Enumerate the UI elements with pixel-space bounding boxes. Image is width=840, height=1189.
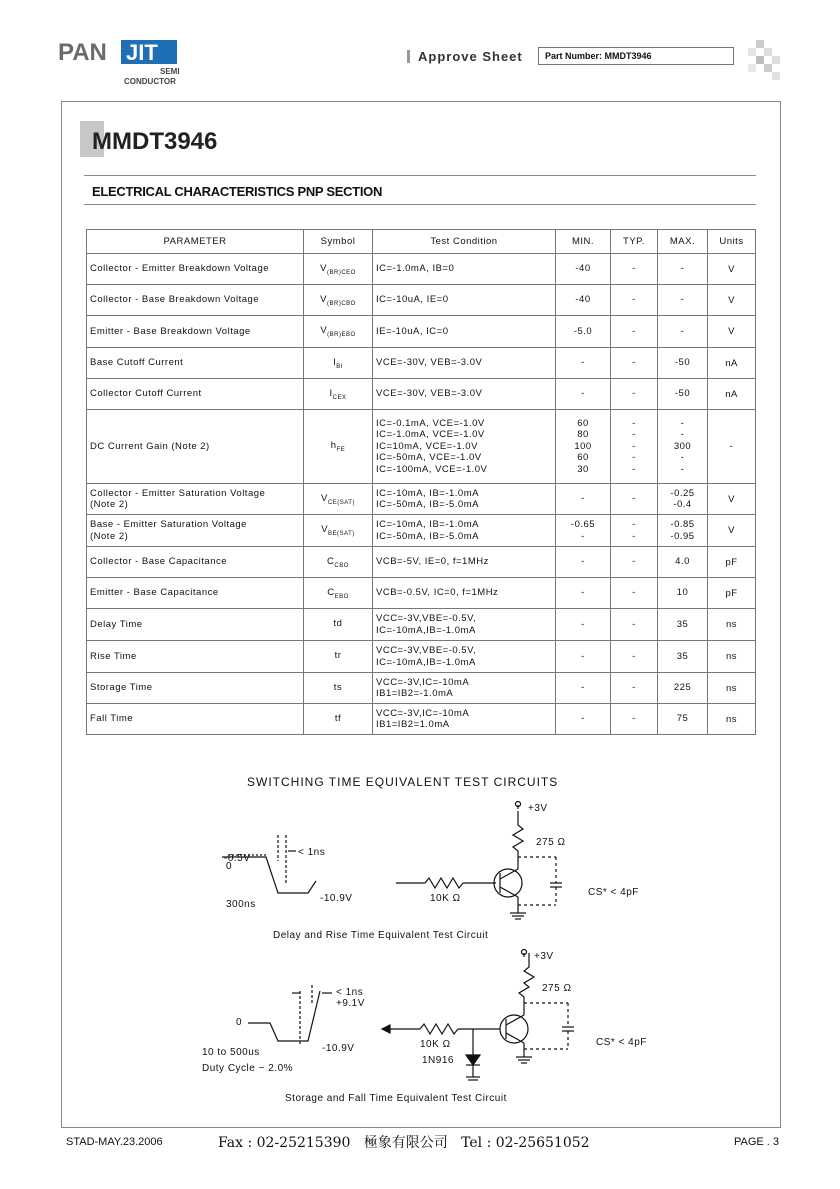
col-header: Test Condition <box>373 230 556 254</box>
max-cell: -0.25 -0.4 <box>658 484 708 515</box>
col-header: TYP. <box>611 230 658 254</box>
c2-cs: CS* < 4pF <box>596 1037 647 1048</box>
symbol-subscript: CEX <box>332 394 347 401</box>
symbol-subscript: FE <box>336 446 346 453</box>
test-circuits-diagram <box>200 795 660 1115</box>
symbol-subscript: BI <box>336 363 343 370</box>
part-number-box: Part Number: MMDT3946 <box>538 47 734 65</box>
table-row <box>87 379 756 410</box>
pulse-waveform-2 <box>248 991 320 1041</box>
transistor-1 <box>494 869 522 897</box>
c1-rb: 10K Ω <box>430 893 461 904</box>
table-row <box>87 484 756 515</box>
approve-marker <box>407 50 410 63</box>
units-cell: V <box>708 285 756 316</box>
units-cell: V <box>708 484 756 515</box>
condition-cell: VCC=-3V,VBE=-0.5V, IC=-10mA,IB=-1.0mA <box>373 641 556 673</box>
min-cell: - <box>556 348 611 379</box>
param-cell: Collector - Base Breakdown Voltage <box>87 285 304 316</box>
units-cell: nA <box>708 348 756 379</box>
footer-contact: Fax : 02-25215390 極象有限公司 Tel : 02-25651052 <box>218 1135 590 1151</box>
col-header: Units <box>708 230 756 254</box>
page-title: MMDT3946 <box>92 128 218 155</box>
condition-cell: IE=-10uA, IC=0 <box>373 316 556 348</box>
logo-conductor: CONDUCTOR <box>124 77 176 86</box>
symbol-main: V <box>320 262 327 274</box>
min-cell: -0.65 - <box>556 515 611 547</box>
table-row <box>87 285 756 316</box>
table-row <box>87 547 756 578</box>
symbol-cell <box>304 410 373 484</box>
symbol-main: V <box>321 524 329 536</box>
max-cell: 225 <box>658 673 708 704</box>
min-cell: - <box>556 379 611 410</box>
symbol-main: V <box>321 492 328 504</box>
max-cell: 10 <box>658 578 708 609</box>
c1-caption: Delay and Rise Time Equivalent Test Circuit <box>273 930 489 941</box>
logo-jit: JIT <box>126 40 158 65</box>
section-heading: ELECTRICAL CHARACTERISTICS PNP SECTION <box>92 184 383 199</box>
symbol-cell <box>304 379 373 410</box>
min-cell: -40 <box>556 254 611 285</box>
panjit-logo <box>58 38 188 90</box>
table-row <box>87 316 756 348</box>
typ-cell: - <box>611 254 658 285</box>
symbol-cell <box>304 515 373 547</box>
condition-cell: VCB=-5V, IE=0, f=1MHz <box>373 547 556 578</box>
table-row <box>87 578 756 609</box>
units-cell: pF <box>708 547 756 578</box>
c2-diode: 1N916 <box>422 1055 454 1066</box>
symbol-main: I <box>329 387 333 399</box>
divider <box>84 204 756 205</box>
c1-rise-time: < 1ns <box>298 847 326 858</box>
units-cell: ns <box>708 609 756 641</box>
param-cell: DC Current Gain (Note 2) <box>87 410 304 484</box>
min-cell: -5.0 <box>556 316 611 348</box>
symbol-cell <box>304 484 373 515</box>
param-cell: Emitter - Base Capacitance <box>87 578 304 609</box>
circuits-title: SWITCHING TIME EQUIVALENT TEST CIRCUITS <box>247 775 559 789</box>
typ-cell: - <box>611 484 658 515</box>
max-cell: 4.0 <box>658 547 708 578</box>
c2-range: 10 to 500us <box>202 1047 260 1058</box>
divider <box>84 175 756 176</box>
max-cell: - <box>658 285 708 316</box>
min-cell: - <box>556 578 611 609</box>
param-cell: Collector - Emitter Saturation Voltage (Note 2) <box>87 484 304 515</box>
min-cell: 60 80 100 60 30 <box>556 410 611 484</box>
param-cell: Base Cutoff Current <box>87 348 304 379</box>
max-cell: 35 <box>658 609 708 641</box>
max-cell: -50 <box>658 379 708 410</box>
symbol-subscript: CBO <box>334 562 349 569</box>
units-cell: V <box>708 254 756 285</box>
typ-cell: - <box>611 641 658 673</box>
col-header: Symbol <box>304 230 373 254</box>
table-row <box>87 704 756 735</box>
table-header-row <box>87 230 756 254</box>
table-row <box>87 515 756 547</box>
footer-date: STAD-MAY.23.2006 <box>66 1136 163 1148</box>
col-header: MAX. <box>658 230 708 254</box>
max-cell: 75 <box>658 704 708 735</box>
c1-v-amp: -10.9V <box>320 893 353 904</box>
symbol-main: td <box>333 618 343 630</box>
symbol-cell <box>304 578 373 609</box>
condition-cell: VCE=-30V, VEB=-3.0V <box>373 379 556 410</box>
units-cell: pF <box>708 578 756 609</box>
min-cell: - <box>556 641 611 673</box>
symbol-cell <box>304 348 373 379</box>
symbol-cell <box>304 673 373 704</box>
c1-rc: 275 Ω <box>536 837 566 848</box>
col-header: PARAMETER <box>87 230 304 254</box>
resistor-rb-1 <box>425 878 463 888</box>
resistor-rc-1 <box>513 811 523 857</box>
c2-rc: 275 Ω <box>542 983 572 994</box>
c2-duty: Duty Cycle ~ 2.0% <box>202 1063 294 1074</box>
param-cell: Delay Time <box>87 609 304 641</box>
c1-cs: CS* < 4pF <box>588 887 639 898</box>
c2-v-pos: +9.1V <box>336 998 365 1009</box>
max-cell: - - 300 - - <box>658 410 708 484</box>
units-cell: ns <box>708 641 756 673</box>
approve-sheet-label: Approve Sheet <box>418 49 523 64</box>
c2-caption: Storage and Fall Time Equivalent Test Circuit <box>285 1093 507 1104</box>
param-cell: Base - Emitter Saturation Voltage (Note 2) <box>87 515 304 547</box>
c1-zero: 0 <box>226 861 233 872</box>
param-cell: Collector Cutoff Current <box>87 379 304 410</box>
table-row <box>87 609 756 641</box>
condition-cell: IC=-0.1mA, VCE=-1.0V IC=-1.0mA, VCE=-1.0V IC=10mA, VCE=-1.0V IC=-50mA, VCE=-1.0V IC=-100mA, VCE=-1.0V <box>373 410 556 484</box>
condition-cell: VCB=-0.5V, IC=0, f=1MHz <box>373 578 556 609</box>
typ-cell: - - - - - <box>611 410 658 484</box>
param-cell: Collector - Emitter Breakdown Voltage <box>87 254 304 285</box>
units-cell: nA <box>708 379 756 410</box>
resistor-rc-2 <box>519 953 534 1003</box>
max-cell: 35 <box>658 641 708 673</box>
table-row <box>87 641 756 673</box>
units-cell: V <box>708 515 756 547</box>
symbol-main: C <box>327 586 335 598</box>
param-cell: Rise Time <box>87 641 304 673</box>
max-cell: -0.85 -0.95 <box>658 515 708 547</box>
condition-cell: VCC=-3V,IC=-10mA IB1=IB2=-1.0mA <box>373 673 556 704</box>
units-cell: ns <box>708 704 756 735</box>
symbol-main: tf <box>334 712 342 724</box>
param-cell: Emitter - Base Breakdown Voltage <box>87 316 304 348</box>
min-cell: - <box>556 704 611 735</box>
logo-pan: PAN <box>58 39 107 66</box>
max-cell: -50 <box>658 348 708 379</box>
symbol-subscript: CE(SAT) <box>327 499 355 506</box>
c1-pulse-width: 300ns <box>226 899 256 910</box>
condition-cell: IC=-1.0mA, IB=0 <box>373 254 556 285</box>
condition-cell: VCC=-3V,VBE=-0.5V, IC=-10mA,IB=-1.0mA <box>373 609 556 641</box>
min-cell: - <box>556 673 611 704</box>
logo-semi: SEMI <box>160 67 180 76</box>
c1-vcc: +3V <box>528 803 548 814</box>
param-cell: Fall Time <box>87 704 304 735</box>
condition-cell: VCC=-3V,IC=-10mA IB1=IB2=1.0mA <box>373 704 556 735</box>
symbol-main: V <box>320 325 328 337</box>
condition-cell: VCE=-30V, VEB=-3.0V <box>373 348 556 379</box>
symbol-subscript: BE(SAT) <box>328 530 355 537</box>
units-cell: V <box>708 316 756 348</box>
c2-vcc: +3V <box>534 951 554 962</box>
min-cell: - <box>556 609 611 641</box>
param-cell: Storage Time <box>87 673 304 704</box>
min-cell: - <box>556 547 611 578</box>
symbol-cell <box>304 547 373 578</box>
symbol-main: I <box>333 356 337 368</box>
table-body <box>87 254 756 735</box>
footer-page-number: PAGE . 3 <box>734 1136 780 1148</box>
max-cell: - <box>658 254 708 285</box>
symbol-main: tr <box>334 650 342 662</box>
symbol-subscript: (BR)EBO <box>327 331 356 338</box>
symbol-main: ts <box>333 681 343 693</box>
c2-zero: 0 <box>236 1017 243 1028</box>
symbol-subscript: EBO <box>334 593 349 600</box>
c2-rise-time: < 1ns <box>336 987 364 998</box>
symbol-main: V <box>320 293 327 305</box>
units-cell: ns <box>708 673 756 704</box>
symbol-cell <box>304 254 373 285</box>
condition-cell: IC=-10uA, IE=0 <box>373 285 556 316</box>
table-row <box>87 254 756 285</box>
typ-cell: - <box>611 379 658 410</box>
min-cell: - <box>556 484 611 515</box>
table-row <box>87 410 756 484</box>
col-header: MIN. <box>556 230 611 254</box>
typ-cell: - <box>611 704 658 735</box>
typ-cell: - <box>611 609 658 641</box>
typ-cell: - <box>611 673 658 704</box>
typ-cell: - <box>611 285 658 316</box>
resistor-rb-2 <box>420 1024 458 1034</box>
typ-cell: - <box>611 348 658 379</box>
symbol-cell <box>304 285 373 316</box>
diode-1n916 <box>466 1055 480 1065</box>
typ-cell: - - <box>611 515 658 547</box>
c1-v-neg: -0.5V <box>224 853 251 864</box>
units-cell: - <box>708 410 756 484</box>
max-cell: - <box>658 316 708 348</box>
typ-cell: - <box>611 547 658 578</box>
condition-cell: IC=-10mA, IB=-1.0mA IC=-50mA, IB=-5.0mA <box>373 484 556 515</box>
condition-cell: IC=-10mA, IB=-1.0mA IC=-50mA, IB=-5.0mA <box>373 515 556 547</box>
table-row <box>87 673 756 704</box>
symbol-cell <box>304 704 373 735</box>
symbol-subscript: (BR)CEO <box>327 269 356 276</box>
symbol-subscript: (BR)CBO <box>327 300 356 307</box>
symbol-cell <box>304 316 373 348</box>
symbol-cell <box>304 609 373 641</box>
param-cell: Collector - Base Capacitance <box>87 547 304 578</box>
symbol-main: h <box>330 440 337 452</box>
decorative-pixel-icon <box>742 40 782 80</box>
table-row <box>87 348 756 379</box>
symbol-cell <box>304 641 373 673</box>
c2-rb: 10K Ω <box>420 1039 451 1050</box>
transistor-2 <box>500 1015 528 1043</box>
symbol-main: C <box>327 555 335 567</box>
c2-v-amp: -10.9V <box>322 1043 355 1054</box>
min-cell: -40 <box>556 285 611 316</box>
typ-cell: - <box>611 578 658 609</box>
spec-table <box>86 229 756 735</box>
typ-cell: - <box>611 316 658 348</box>
